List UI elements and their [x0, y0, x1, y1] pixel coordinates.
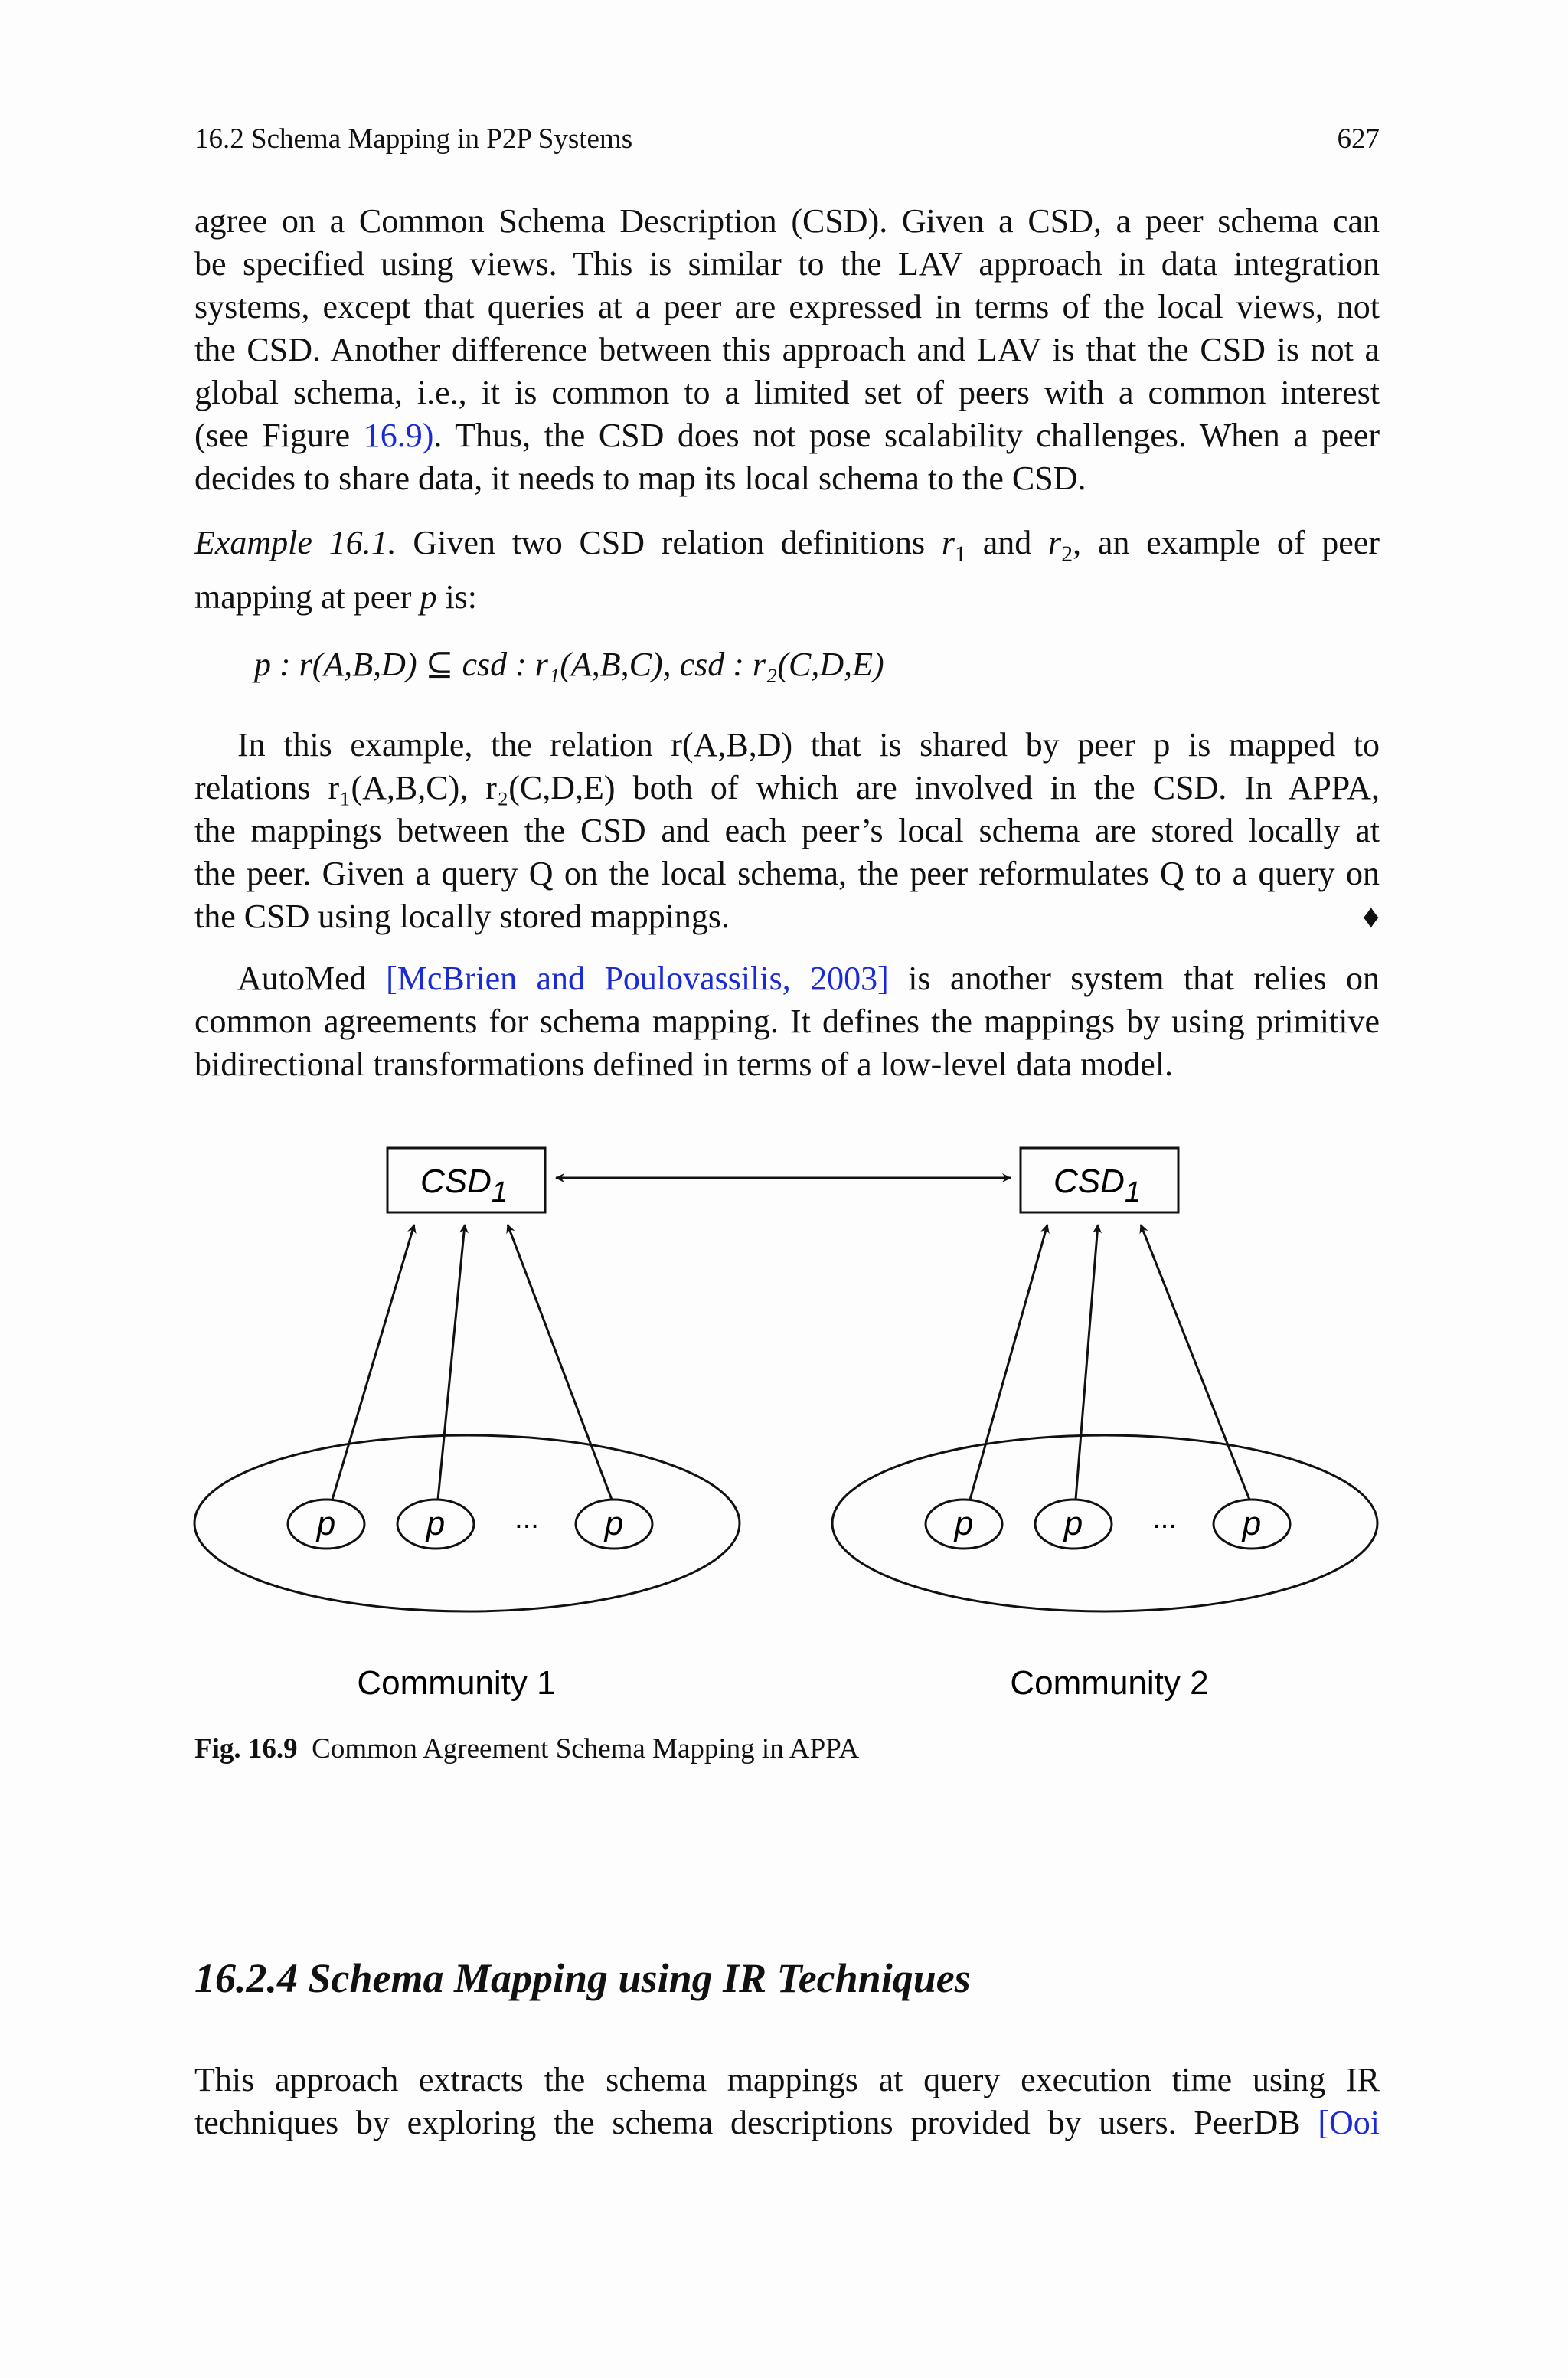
mapping-arrow	[332, 1225, 414, 1500]
text-span: the CSD using locally stored mappings.	[194, 898, 730, 935]
citation-link[interactable]: [McBrien and Poulovassilis, 2003]	[386, 960, 889, 997]
peer-ellipsis: ...	[1152, 1503, 1177, 1535]
text-span: techniques by exploring the schema descriptions provided by users. PeerDB	[194, 2104, 1318, 2141]
mapping-arrow	[508, 1225, 612, 1500]
text-line: decides to share data, it needs to map its local schema to the CSD.	[194, 460, 1086, 497]
text-span: is another system that relies on	[888, 960, 1380, 997]
community-1-ellipse	[194, 1435, 740, 1611]
csd-box-right-label: CSD1	[1053, 1163, 1142, 1209]
text-line: relations r₁(A,B,C), r₂(C,D,E) both of which are involved in the CSD. In APPA,	[194, 769, 1380, 806]
csd-box-left-label: CSD1	[420, 1163, 508, 1209]
mapping-arrow	[1076, 1225, 1098, 1500]
text-span: mapping at peer	[194, 577, 420, 616]
math-var: p	[420, 577, 437, 616]
example-label: Example 16.1.	[194, 524, 397, 561]
text-line: global schema, i.e., it is common to a limited set of peers with a common interest	[194, 374, 1380, 411]
text-span: and	[965, 524, 1048, 561]
text-span: , an example of peer	[1073, 524, 1380, 561]
math-var: r	[941, 524, 955, 561]
mapping-arrow	[1141, 1225, 1250, 1500]
text-line: This approach extracts the schema mappings at query execution time using IR	[194, 2061, 1380, 2098]
peer-label: p	[316, 1505, 336, 1542]
text-line: In this example, the relation r(A,B,D) that is shared by peer p is mapped to	[237, 726, 1380, 764]
figure-ref-link[interactable]: 16.9)	[363, 417, 434, 454]
peer-label: p	[604, 1505, 624, 1542]
caption-label: Fig. 16.9	[194, 1733, 298, 1765]
section-heading: 16.2.4 Schema Mapping using IR Techniques	[194, 1955, 971, 2001]
text-span: AutoMed	[237, 960, 387, 997]
text-line: common agreements for schema mapping. It defines the mappings by using primitive	[194, 1003, 1380, 1040]
peer-ellipsis: ...	[514, 1503, 539, 1535]
text-span: (see Figure	[194, 417, 364, 454]
text-line: be specified using views. This is similar to the LAV approach in data integration	[194, 245, 1380, 283]
caption-text: Common Agreement Schema Mapping in APPA	[312, 1733, 860, 1765]
math-var: r	[1047, 524, 1062, 561]
citation-link[interactable]: [Ooi	[1318, 2104, 1380, 2141]
text-span: is:	[436, 577, 478, 616]
text-line: systems, except that queries at a peer are expressed in terms of the local views, not	[194, 288, 1380, 325]
text-line: agree on a Common Schema Description (CSD). Given a CSD, a peer schema can	[194, 202, 1380, 240]
peer-label: p	[426, 1505, 446, 1542]
page-number: 627	[1337, 123, 1380, 155]
text-line: the mappings between the CSD and each peer’s local schema are stored locally at	[194, 812, 1380, 849]
community-2-label: Community 2	[1010, 1664, 1209, 1702]
community-2-ellipse	[832, 1435, 1377, 1611]
figure-caption	[194, 1732, 859, 1765]
math-sub: 2	[1061, 541, 1073, 567]
text-line: the peer. Given a query Q on the local schema, the peer reformulates Q to a query on	[194, 855, 1380, 892]
mapping-arrow	[438, 1225, 465, 1500]
math-sub: 1	[954, 541, 966, 567]
end-of-example-mark: ♦	[1362, 898, 1380, 935]
mapping-arrow	[970, 1225, 1047, 1500]
text-span: . Thus, the CSD does not pose scalability challenges. When a peer	[433, 417, 1380, 454]
peer-label: p	[954, 1505, 974, 1542]
peer-label: p	[1063, 1505, 1083, 1542]
peer-label: p	[1242, 1505, 1262, 1542]
text-line: the CSD. Another difference between this approach and LAV is that the CSD is not a	[194, 331, 1380, 368]
text-line	[194, 2102, 1380, 2144]
section-title: 16.2 Schema Mapping in P2P Systems	[194, 123, 633, 155]
paragraph-4	[194, 2059, 1380, 2144]
text-line: bidirectional transformations defined in terms of a low-level data model.	[194, 1045, 1174, 1083]
mapping-formula: p : r(A,B,D) ⊆ csd : r₁(A,B,C), csd : r₂(C,D,E)	[254, 646, 884, 683]
text-span: Given two CSD relation definitions	[396, 524, 942, 561]
community-1-label: Community 1	[357, 1664, 556, 1702]
